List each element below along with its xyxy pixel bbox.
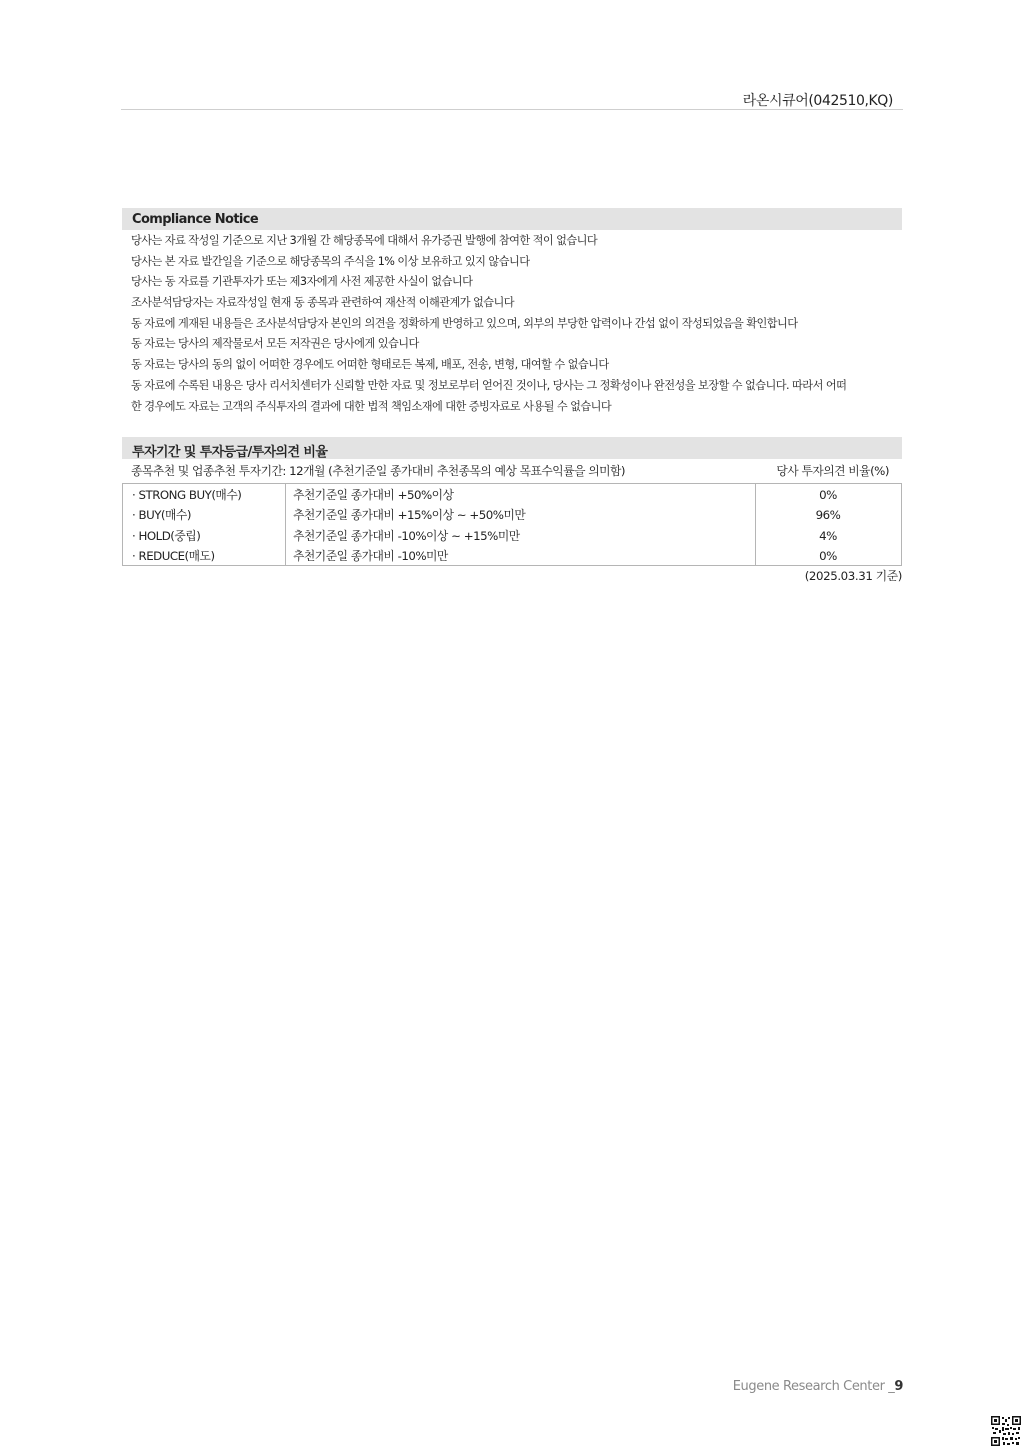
- compliance-line: 동 자료는 당사의 제작물로서 모든 저작권은 당사에게 있습니다: [131, 337, 419, 351]
- ratings-section-bar: [122, 437, 902, 459]
- table-row: [123, 485, 901, 506]
- compliance-section-bar: [122, 208, 902, 230]
- ratings-header-row: [122, 459, 902, 481]
- header-divider: [121, 109, 903, 110]
- rating-grade: · BUY(매수): [132, 508, 191, 522]
- investment-period-note: 종목추천 및 업종추천 투자기간: 12개월 (추천기준일 종가대비 추천종목의 예상 목표수익률을 의미함): [131, 464, 626, 478]
- compliance-line: 당사는 자료 작성일 기준으로 지난 3개월 간 해당종목에 대해서 유가증권 발행에 참여한 적이 없습니다: [131, 234, 598, 247]
- rating-ratio: 4%: [819, 528, 837, 543]
- compliance-title: Compliance Notice: [132, 212, 259, 227]
- compliance-line: 당사는 동 자료를 기관투자가 또는 제3자에게 사전 제공한 사실이 없습니다: [131, 275, 473, 289]
- rating-criteria: 추천기준일 종가대비 -10%이상 ~ +15%미만: [293, 528, 520, 543]
- footer-brand: Eugene Research Center _: [732, 1379, 895, 1394]
- table-row: [123, 546, 901, 567]
- as-of-date: (2025.03.31 기준): [804, 569, 902, 583]
- compliance-line: 당사는 본 자료 발간일을 기준으로 해당종목의 주식을 1% 이상 보유하고 있지 않습니다: [131, 254, 530, 268]
- compliance-line: 한 경우에도 자료는 고객의 주식투자의 결과에 대한 법적 책임소재에 대한 증빙자료로 사용될 수 없습니다: [131, 399, 612, 413]
- ratio-column-header: 당사 투자의견 비율(%): [776, 464, 889, 478]
- page-number: 9: [894, 1379, 903, 1394]
- qr-code-icon: [991, 1416, 1021, 1446]
- rating-ratio: 0%: [819, 549, 837, 563]
- rating-grade: · HOLD(중립): [132, 528, 201, 543]
- compliance-line: 동 자료에 게재된 내용들은 조사분석담당자 본인의 의견을 정확하게 반영하고 있으며, 외부의 부당한 압력이나 간섭 없이 작성되었음을 확인합니다: [131, 316, 798, 330]
- ratings-title: 투자기간 및 투자등급/투자의견 비율: [132, 445, 328, 460]
- rating-criteria: 추천기준일 종가대비 +15%이상 ~ +50%미만: [293, 508, 526, 522]
- compliance-notice-list: [131, 231, 901, 417]
- footer-page-label: [733, 1379, 903, 1394]
- compliance-line: 조사분석담당자는 자료작성일 현재 동 종목과 관련하여 재산적 이해관계가 없습니다: [131, 296, 515, 310]
- ratings-table: [122, 483, 902, 566]
- company-ticker-title: 라온시큐어(042510,KQ): [742, 93, 893, 109]
- table-row: [123, 526, 901, 547]
- table-row: [123, 505, 901, 526]
- compliance-line: 동 자료는 당사의 동의 없이 어떠한 경우에도 어떠한 형태로든 복제, 배포, 전송, 변형, 대여할 수 없습니다: [131, 358, 609, 372]
- compliance-line: 동 자료에 수록된 내용은 당사 리서치센터가 신뢰할 만한 자료 및 정보로부터 얻어진 것이나, 당사는 그 정확성이나 완전성을 보장할 수 없습니다. 따라서 어떠: [131, 378, 847, 392]
- rating-ratio: 0%: [819, 487, 837, 502]
- rating-criteria: 추천기준일 종가대비 -10%미만: [293, 549, 448, 563]
- rating-grade: · STRONG BUY(매수): [132, 487, 242, 502]
- rating-ratio: 96%: [815, 508, 841, 522]
- rating-criteria: 추천기준일 종가대비 +50%이상: [293, 487, 454, 502]
- rating-grade: · REDUCE(매도): [132, 549, 215, 563]
